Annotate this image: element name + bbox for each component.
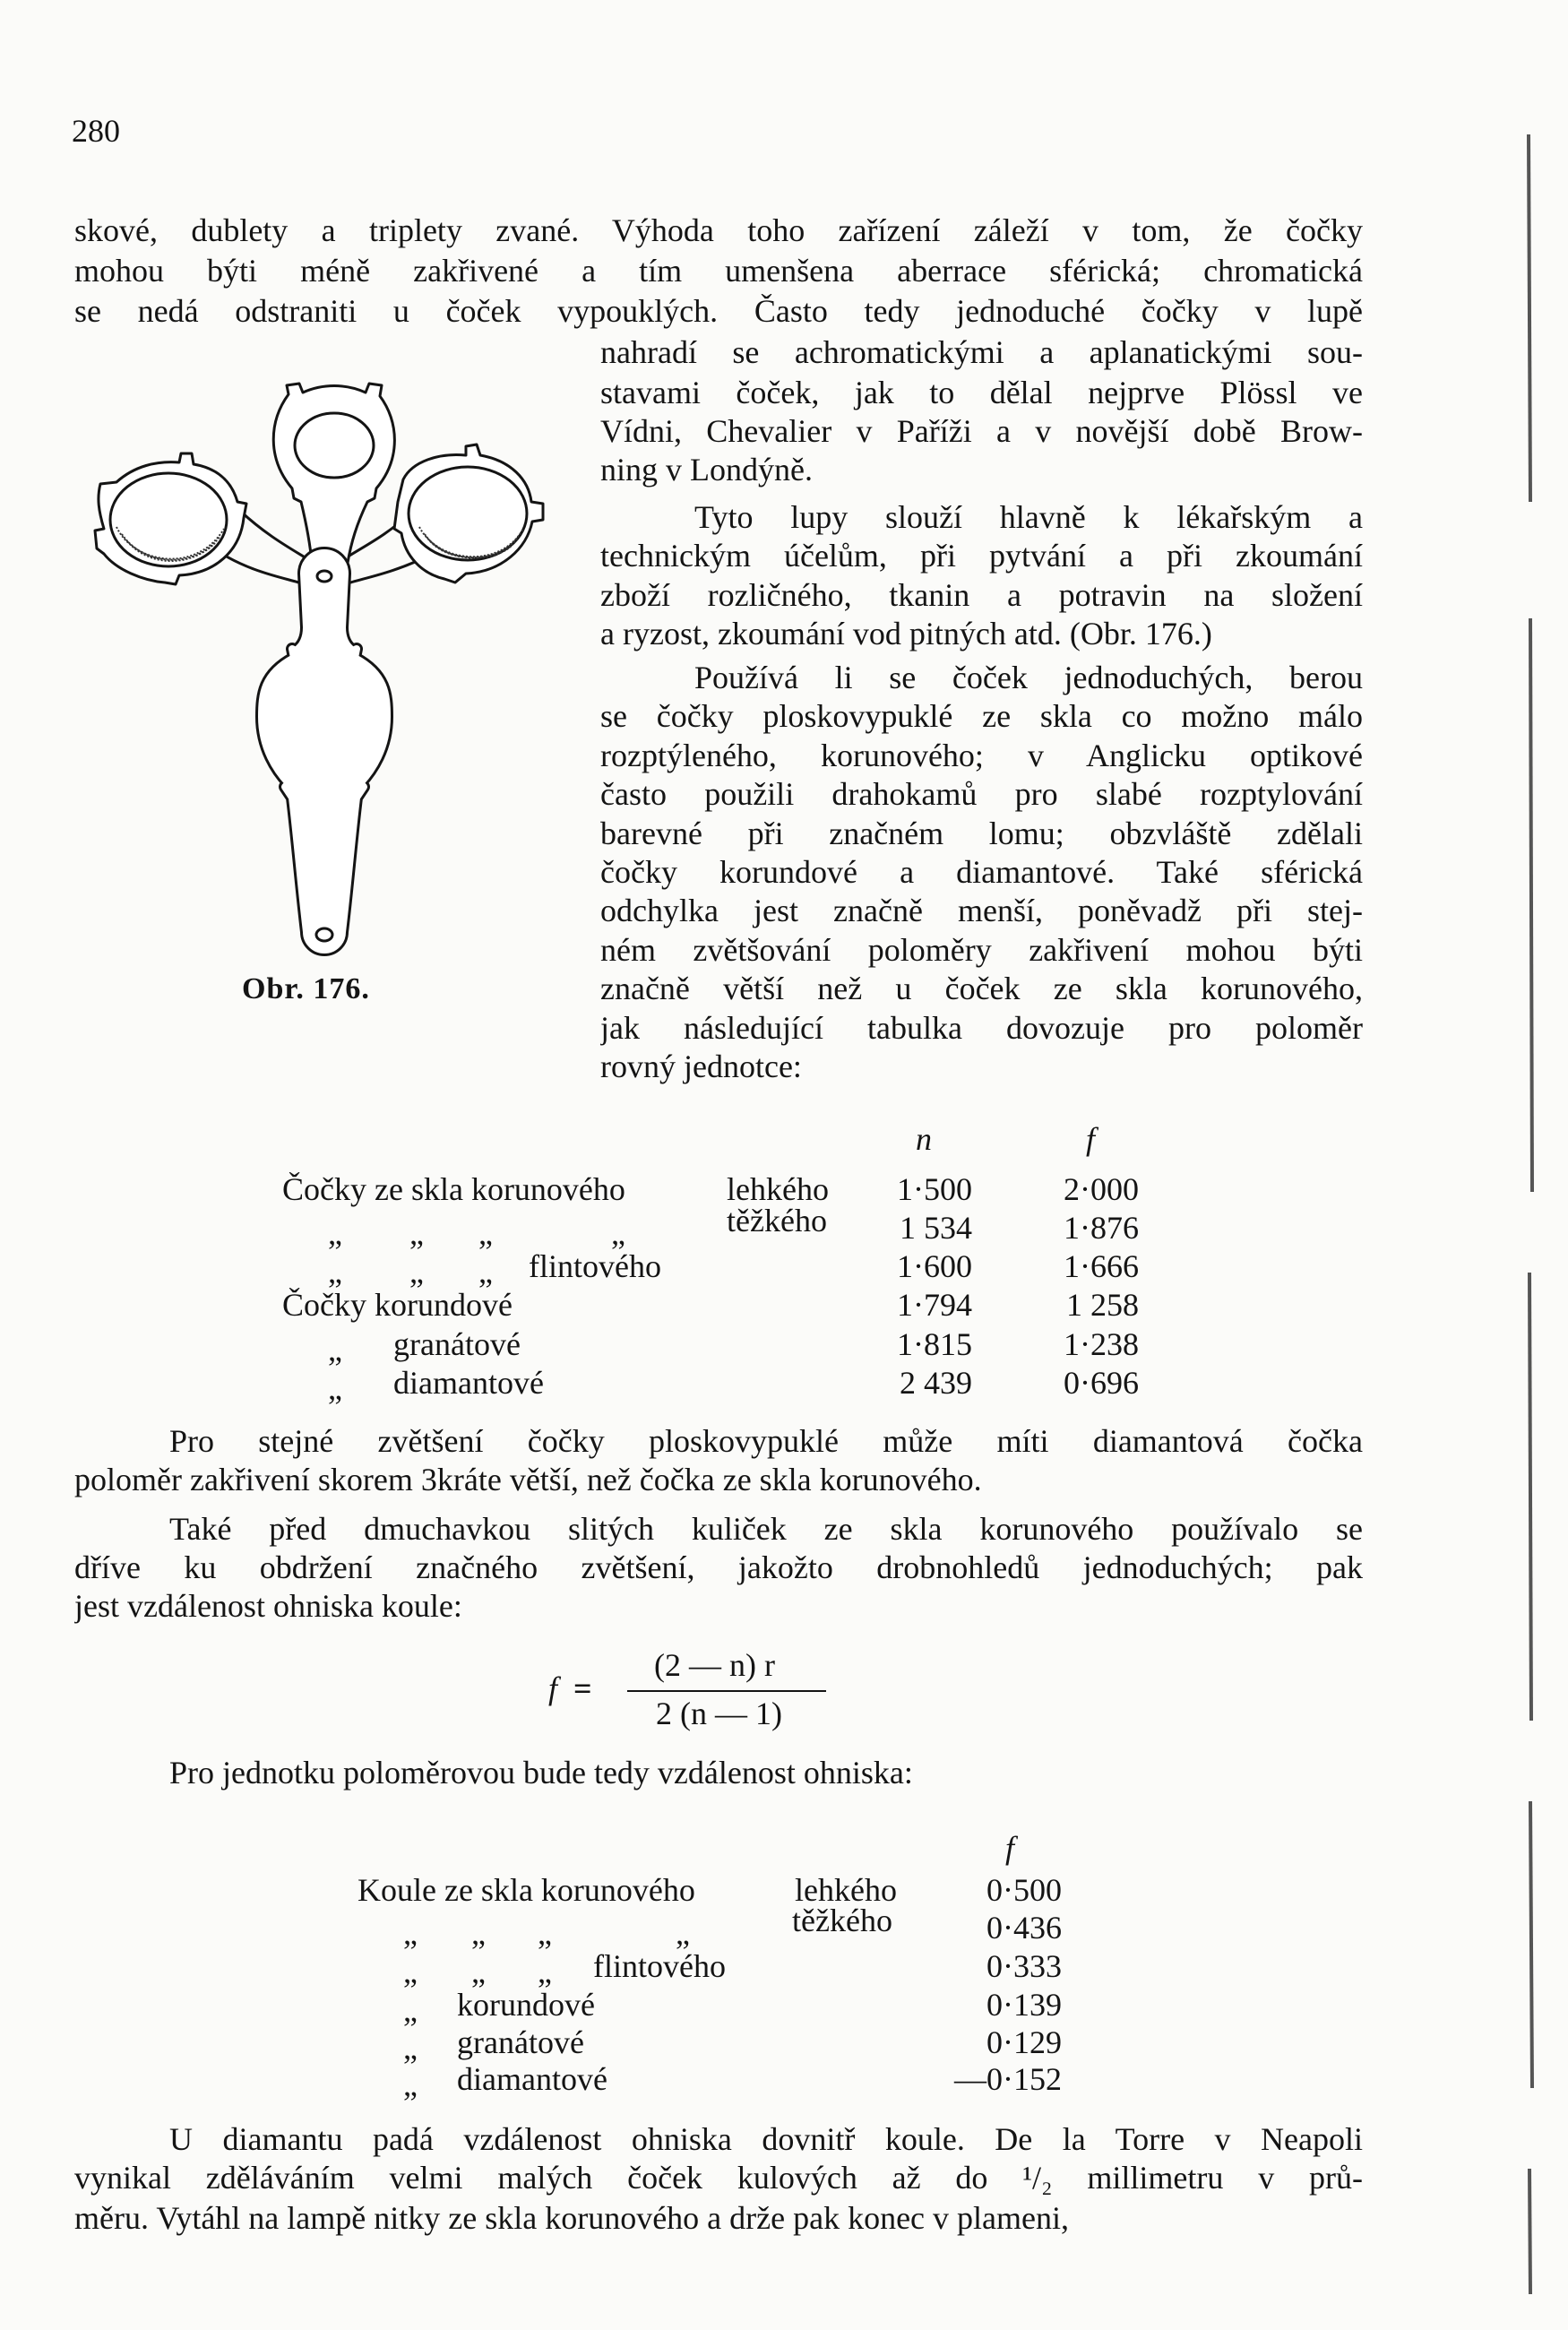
left-arm	[213, 511, 314, 584]
table1-row-label: „	[478, 1254, 493, 1290]
formula-denominator: 2 (n — 1)	[656, 1696, 782, 1731]
table1-row-label: diamantové	[393, 1365, 544, 1401]
formula-lhs: f	[548, 1670, 558, 1706]
handle	[262, 553, 387, 950]
table2-cell-f: 0·500	[986, 1872, 1062, 1908]
paragraph-p2-line: technickým účelům, při pytvání a při zkoumání	[600, 538, 1363, 574]
table2-row-label: diamantové	[457, 2061, 607, 2097]
table2-row-label: „	[471, 1954, 486, 1989]
table1-row-label: Čočky korundové	[282, 1287, 513, 1323]
table1-cell-n: 1 534	[900, 1210, 972, 1246]
paragraph-p1-line: mohou býti méně zakřivené a tím umenšena aberrace sférická; chromatická	[74, 253, 1363, 289]
binding-edge	[1529, 134, 1532, 2294]
table1-row-label: „	[409, 1215, 424, 1251]
page-number: 280	[72, 113, 120, 149]
right-lens	[394, 444, 543, 582]
paragraph-p1-line: Vídni, Chevalier v Paříži a v novější době Brow-	[600, 413, 1363, 449]
figure-caption: Obr. 176.	[242, 972, 370, 1005]
paragraph-p2-line: Tyto lupy slouží hlavně k lékařským a	[694, 499, 1363, 535]
table1-row-label: „	[328, 1215, 342, 1251]
table2-row-label: „	[403, 2067, 418, 2102]
right-arm	[339, 513, 432, 584]
fraction-bar	[627, 1690, 826, 1692]
table2-row-label: „	[538, 1954, 552, 1989]
table1-row-label: „	[409, 1254, 424, 1290]
paragraph-p5-line: jest vzdálenost ohniska koule:	[74, 1588, 462, 1624]
table1-cell-f: 0·696	[1064, 1365, 1139, 1401]
table1-cell-n: 1·815	[897, 1326, 972, 1362]
paragraph-p3-line: odchylka jest značně menší, poněvadž při stej-	[600, 893, 1363, 928]
table1-cell-f: 1·238	[1064, 1326, 1139, 1362]
table1-cell-f: 2·000	[1064, 1171, 1139, 1207]
table1-cell-n: 1·600	[897, 1248, 972, 1284]
table1-row-label: flintového	[529, 1248, 661, 1284]
paragraph-p3-line: čočky korundové a diamantové. Také sférická	[600, 854, 1363, 890]
table1-row-label: těžkého	[727, 1203, 827, 1238]
table2-row-label: těžkého	[792, 1903, 892, 1938]
table1-cell-n: 2 439	[900, 1365, 972, 1401]
table1-cell-f: 1·876	[1064, 1210, 1139, 1246]
table2-row-label: „	[403, 2030, 418, 2066]
table2-row-label: granátové	[457, 2024, 584, 2060]
paragraph-p3-line: barevné při značném lomu; obzvláště zdělali	[600, 816, 1363, 851]
table1-cell-n: 1·794	[897, 1287, 972, 1323]
table2-row-label: „	[403, 1992, 418, 2028]
table1-row-label: granátové	[393, 1326, 521, 1362]
table1-header-n: n	[916, 1121, 932, 1157]
table1-row-label: „	[611, 1215, 625, 1251]
paragraph-p4-line: Pro stejné zvětšení čočky ploskovypuklé může míti diamantová čočka	[169, 1423, 1363, 1459]
paragraph-p1-line: skové, dublety a triplety zvané. Výhoda toho zařízení záleží v tom, že čočky	[74, 212, 1363, 248]
table1-header-f: f	[1086, 1121, 1096, 1157]
table2-row-label: lehkého	[795, 1872, 897, 1908]
table1-row-label: Čočky ze skla korunového	[282, 1171, 625, 1207]
table1-cell-f: 1 258	[1066, 1287, 1139, 1323]
paragraph-p7-line: měru. Vytáhl na lampě nitky ze skla korunového a drže pak konec v plameni,	[74, 2200, 1069, 2236]
table2-row-label: Koule ze skla korunového	[358, 1872, 695, 1908]
formula-equals: =	[573, 1670, 592, 1706]
table2-row-label: flintového	[593, 1948, 726, 1984]
table2-row-label: „	[403, 1915, 418, 1951]
table2-cell-f: —0·152	[954, 2061, 1062, 2097]
table1-row-label: „	[328, 1332, 342, 1368]
table2-cell-f: 0·139	[986, 1987, 1062, 2023]
table2-cell-f: 0·129	[986, 2024, 1062, 2060]
paragraph-p3-line: často použili drahokamů pro slabé rozptylování	[600, 776, 1363, 812]
paragraph-p3-line: se čočky ploskovypuklé ze skla co možno málo	[600, 698, 1363, 734]
paragraph-p3-line: rovný jednotce:	[600, 1048, 802, 1084]
table1-row-label: „	[478, 1215, 493, 1251]
table2-row-label: „	[676, 1915, 690, 1951]
paragraph-p1-line: stavami čoček, jak to dělal nejprve Plössl ve	[600, 375, 1363, 410]
paragraph-p2-line: zboží rozličného, tkanin a potravin na složení	[600, 577, 1363, 613]
table2-cell-f: 0·436	[986, 1910, 1062, 1946]
left-lens	[95, 453, 246, 584]
top-lens-ring	[273, 384, 394, 563]
table1-row-label: „	[328, 1254, 342, 1290]
table1-row-label: „	[328, 1370, 342, 1406]
paragraph-p3-line: rozptýleného, korunového; v Anglicku optikové	[600, 738, 1363, 773]
paragraph-p7-line: vynikal zděláváním velmi malých čoček kulových až do ¹/₂ millimetru v prů-	[74, 2160, 1363, 2196]
table1-cell-n: 1·500	[897, 1171, 972, 1207]
paragraph-p7-line: U diamantu padá vzdálenost ohniska dovnitř koule. De la Torre v Neapoli	[169, 2121, 1363, 2157]
paragraph-p3-line: jak následující tabulka dovozuje pro poloměr	[600, 1010, 1363, 1046]
paragraph-p5-line: Také před dmuchavkou slitých kuliček ze skla korunového používalo se	[169, 1511, 1363, 1547]
paragraph-p1-line: ning v Londýně.	[600, 452, 813, 488]
table2-row-label: „	[403, 1954, 418, 1989]
table2-row-label: korundové	[457, 1987, 595, 2023]
paragraph-p3-line: ném zvětšování poloměry zakřivení mohou býti	[600, 932, 1363, 968]
table2-cell-f: 0·333	[986, 1948, 1062, 1984]
paragraph-p2-line: a ryzost, zkoumání vod pitných atd. (Obr. 176.)	[600, 616, 1212, 652]
paragraph-p4-line: poloměr zakřivení skorem 3kráte větší, než čočka ze skla korunového.	[74, 1462, 982, 1497]
table2-row-label: „	[538, 1915, 552, 1951]
paragraph-p3-line: Používá li se čoček jednoduchých, berou	[694, 660, 1363, 695]
paragraph-p5-line: dříve ku obdržení značného zvětšení, jakožto drobnohledů jednoduchých; pak	[74, 1549, 1363, 1585]
table2-row-label: „	[471, 1915, 486, 1951]
paragraph-p3-line: značně větší než u čoček ze skla korunového,	[600, 971, 1363, 1006]
table1-row-label: lehkého	[727, 1171, 829, 1207]
table1-cell-f: 1·666	[1064, 1248, 1139, 1284]
paragraph-p1-line: nahradí se achromatickými a aplanatickými sou-	[600, 334, 1363, 370]
formula-numerator: (2 — n) r	[654, 1647, 775, 1683]
paragraph-p6-line: Pro jednotku poloměrovou bude tedy vzdálenost ohniska:	[169, 1755, 913, 1791]
paragraph-p1-line: se nedá odstraniti u čoček vypouklých. Často tedy jednoduché čočky v lupě	[74, 293, 1363, 329]
table2-header-f: f	[1005, 1830, 1015, 1866]
